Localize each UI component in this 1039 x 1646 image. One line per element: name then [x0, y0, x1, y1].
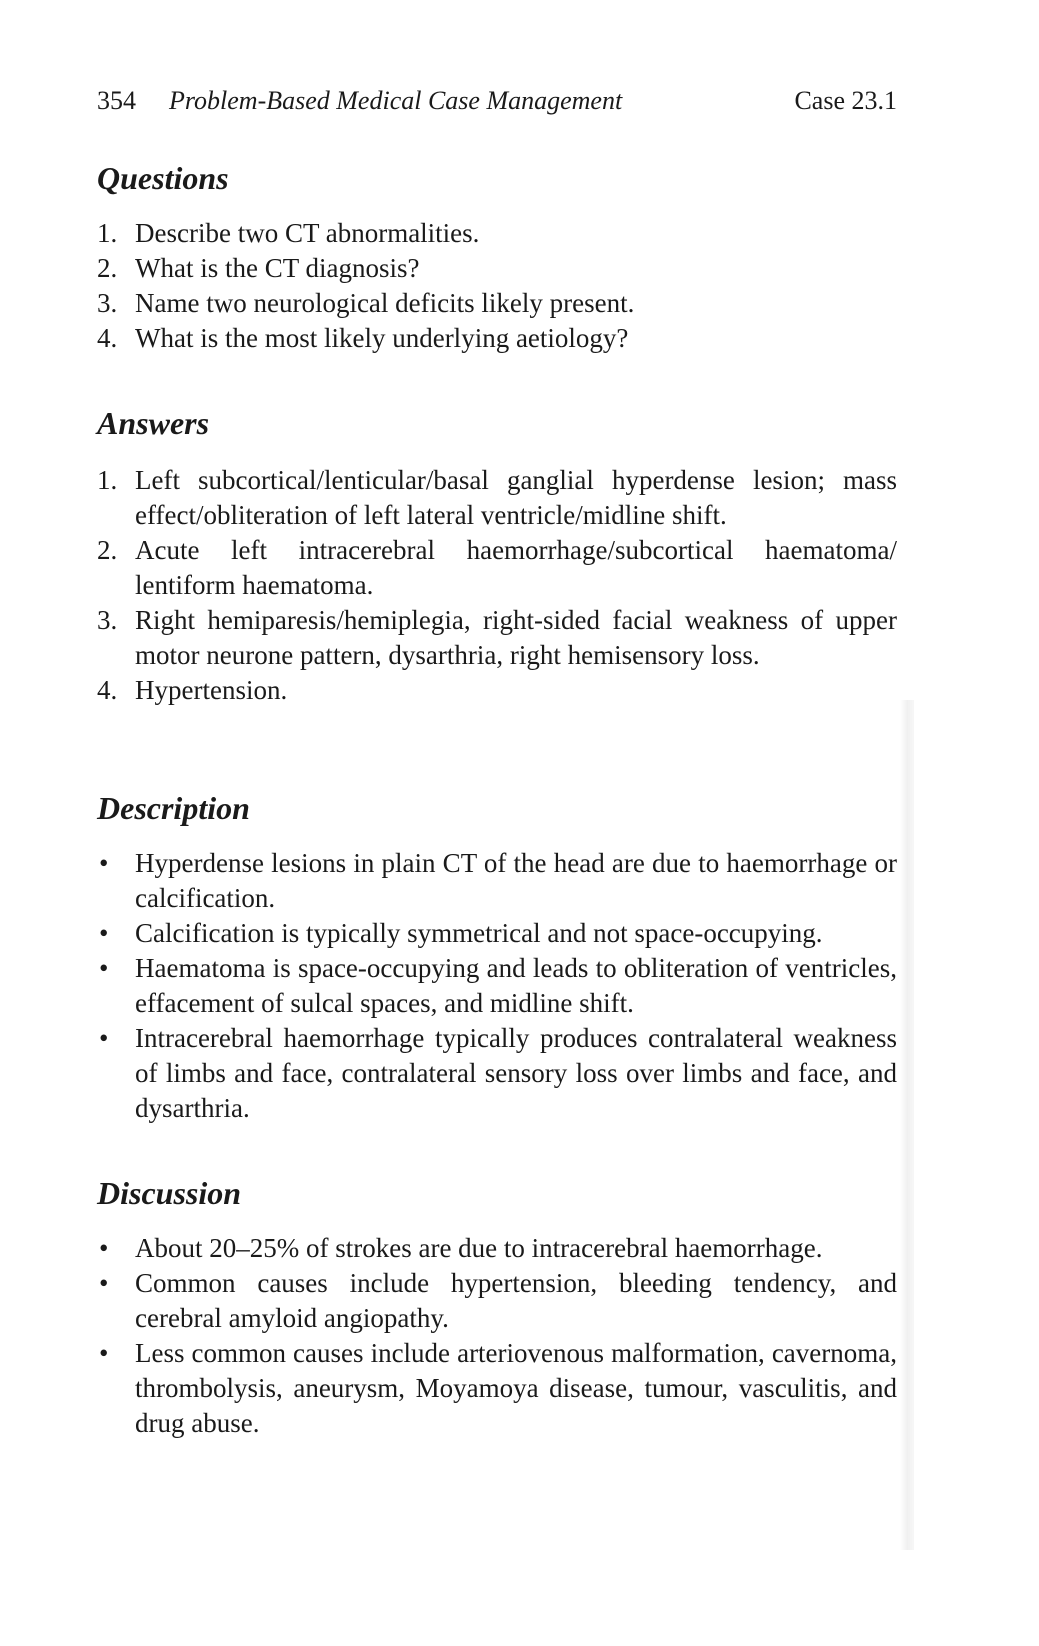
description-text: Hyperdense lesions in plain CT of the head are due to haemorrhage or calcification.	[135, 848, 897, 913]
answer-item	[97, 603, 897, 673]
bullet: •	[99, 848, 109, 878]
bullet: •	[99, 1023, 109, 1053]
running-head	[97, 86, 897, 120]
question-text: Name two neurological deficits likely present.	[135, 288, 635, 318]
description-heading: Description	[97, 790, 250, 826]
answer-item	[97, 673, 897, 708]
answer-text: Hypertension.	[135, 675, 288, 705]
answer-item	[97, 533, 897, 603]
discussion-text: About 20–25% of strokes are due to intracerebral haemorrhage.	[135, 1233, 823, 1263]
description-text: Intracerebral haemorrhage typically produces contralateral weakness of limbs and face, contralateral sensory loss over limbs and face, and dysarthria.	[135, 1023, 897, 1123]
description-text: Haematoma is space-occupying and leads to obliteration of ventricles, effacement of sulcal spaces, and midline shift.	[135, 953, 897, 1018]
answers-heading: Answers	[97, 405, 210, 441]
question-item	[97, 321, 897, 356]
discussion-item	[97, 1336, 897, 1441]
answer-text: Acute left intracerebral haemorrhage/subcortical haematoma/ lentiform haematoma.	[135, 535, 897, 600]
page-number: 354	[97, 86, 136, 115]
scan-shadow	[900, 700, 914, 1550]
book-title: Problem-Based Medical Case Management	[169, 86, 623, 115]
discussion-heading: Discussion	[97, 1175, 242, 1211]
discussion-text: Less common causes include arteriovenous malformation, cavernoma, thrombolysis, aneurysm, Moyamoya disease, tumour, vasculitis, and drug abuse.	[135, 1338, 897, 1438]
bullet: •	[99, 1233, 109, 1263]
questions-heading: Questions	[97, 160, 229, 196]
list-number: 4.	[97, 323, 118, 353]
bullet: •	[99, 1268, 109, 1298]
bullet: •	[99, 953, 109, 983]
list-number: 4.	[97, 675, 118, 705]
case-label: Case 23.1	[794, 86, 897, 115]
discussion-item	[97, 1231, 897, 1266]
description-item	[97, 846, 897, 916]
bullet: •	[99, 918, 109, 948]
question-text: What is the CT diagnosis?	[135, 253, 420, 283]
description-text: Calcification is typically symmetrical and not space-occupying.	[135, 918, 823, 948]
list-number: 1.	[97, 465, 118, 495]
description-item	[97, 951, 897, 1021]
questions-list	[97, 216, 897, 356]
answer-text: Left subcortical/lenticular/basal ganglial hyperdense lesion; mass effect/obliteration of left lateral ventricle/midline shift.	[135, 465, 897, 530]
answer-item	[97, 463, 897, 533]
discussion-item	[97, 1266, 897, 1336]
question-item	[97, 286, 897, 321]
question-text: What is the most likely underlying aetiology?	[135, 323, 629, 353]
description-item	[97, 916, 897, 951]
description-item	[97, 1021, 897, 1126]
list-number: 3.	[97, 288, 118, 318]
list-number: 3.	[97, 605, 118, 635]
question-text: Describe two CT abnormalities.	[135, 218, 480, 248]
list-number: 1.	[97, 218, 118, 248]
answers-list	[97, 463, 897, 708]
discussion-text: Common causes include hypertension, bleeding tendency, and cerebral amyloid angiopathy.	[135, 1268, 897, 1333]
question-item	[97, 251, 897, 286]
list-number: 2.	[97, 253, 118, 283]
question-item	[97, 216, 897, 251]
list-number: 2.	[97, 535, 118, 565]
description-list	[97, 846, 897, 1126]
discussion-list	[97, 1231, 897, 1441]
bullet: •	[99, 1338, 109, 1368]
answer-text: Right hemiparesis/hemiplegia, right-sided facial weakness of upper motor neurone pattern, dysarthria, right hemisensory loss.	[135, 605, 897, 670]
